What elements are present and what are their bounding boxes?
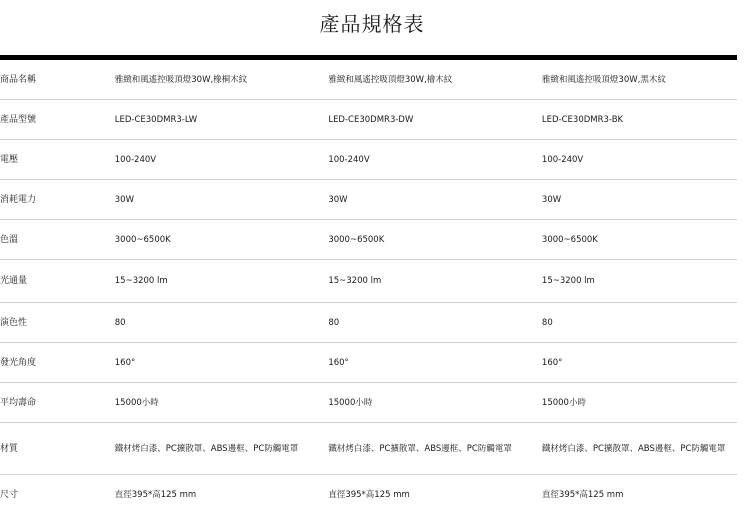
table-cell: 15~3200 lm [96, 260, 310, 303]
table-cell: 160° [310, 343, 524, 383]
page-title: 產品規格表 [319, 12, 425, 36]
table-cell: 15000小時 [310, 383, 524, 423]
row-label: 消耗電力 [0, 180, 96, 220]
table-cell: 直徑395*高125 mm [310, 475, 524, 514]
table-cell: 100-240V [96, 140, 310, 180]
table-cell: 15000小時 [523, 383, 737, 423]
table-row [0, 100, 737, 140]
row-label: 尺寸 [0, 489, 19, 500]
table-cell: 80 [96, 303, 310, 343]
table-cell: 160° [523, 343, 737, 383]
table-cell: 鐵材烤白漆、PC擴散罩、ABS邊框、PC防觸電罩 [96, 423, 310, 475]
row-label: 材質 [0, 423, 96, 475]
table-cell: 100-240V [523, 140, 737, 180]
row-label: 光通量 [0, 260, 96, 303]
table-cell: 3000~6500K [310, 220, 524, 260]
row-label: 演色性 [0, 303, 96, 343]
table-row [0, 475, 737, 514]
table-cell: 鐵材烤白漆、PC擴散罩、ABS邊框、PC防觸電罩 [523, 423, 737, 475]
table-cell: 雅緻和風遙控吸頂燈30W,黑木紋 [523, 60, 737, 100]
table-row [0, 383, 737, 423]
table-cell: LED-CE30DMR3-DW [310, 100, 524, 140]
table-cell: LED-CE30DMR3-BK [523, 100, 737, 140]
row-label: 發光角度 [0, 343, 96, 383]
spec-table [0, 60, 737, 514]
table-cell: 3000~6500K [523, 220, 737, 260]
table-cell: 雅緻和風遙控吸頂燈30W,橡桐木紋 [96, 60, 310, 100]
table-cell: 100-240V [310, 140, 524, 180]
table-cell: 15~3200 lm [310, 260, 524, 303]
table-cell: 雅緻和風遙控吸頂燈30W,檜木紋 [310, 60, 524, 100]
table-row [0, 260, 737, 303]
table-cell: 直徑395*高125 mm [523, 475, 737, 514]
table-row [0, 220, 737, 260]
table-row [0, 180, 737, 220]
table-row [0, 343, 737, 383]
table-row [0, 423, 737, 475]
row-label: 電壓 [0, 140, 96, 180]
table-cell: 30W [523, 180, 737, 220]
table-cell: 15~3200 lm [523, 260, 737, 303]
table-cell: 鐵材烤白漆、PC擴散罩、ABS邊框、PC防觸電罩 [310, 423, 524, 475]
table-cell: 直徑395*高125 mm [96, 475, 310, 514]
table-row [0, 303, 737, 343]
row-label: 色溫 [0, 220, 96, 260]
table-row [0, 60, 737, 100]
table-cell: 80 [310, 303, 524, 343]
table-cell: 80 [523, 303, 737, 343]
table-cell: 3000~6500K [96, 220, 310, 260]
row-label: 平均壽命 [0, 383, 96, 423]
table-row [0, 140, 737, 180]
row-label: 產品型號 [0, 100, 96, 140]
table-cell: 30W [310, 180, 524, 220]
table-cell: 160° [96, 343, 310, 383]
table-cell: 30W [96, 180, 310, 220]
table-cell: LED-CE30DMR3-LW [96, 100, 310, 140]
row-label: 商品名稱 [0, 60, 96, 100]
table-cell: 15000小時 [96, 383, 310, 423]
